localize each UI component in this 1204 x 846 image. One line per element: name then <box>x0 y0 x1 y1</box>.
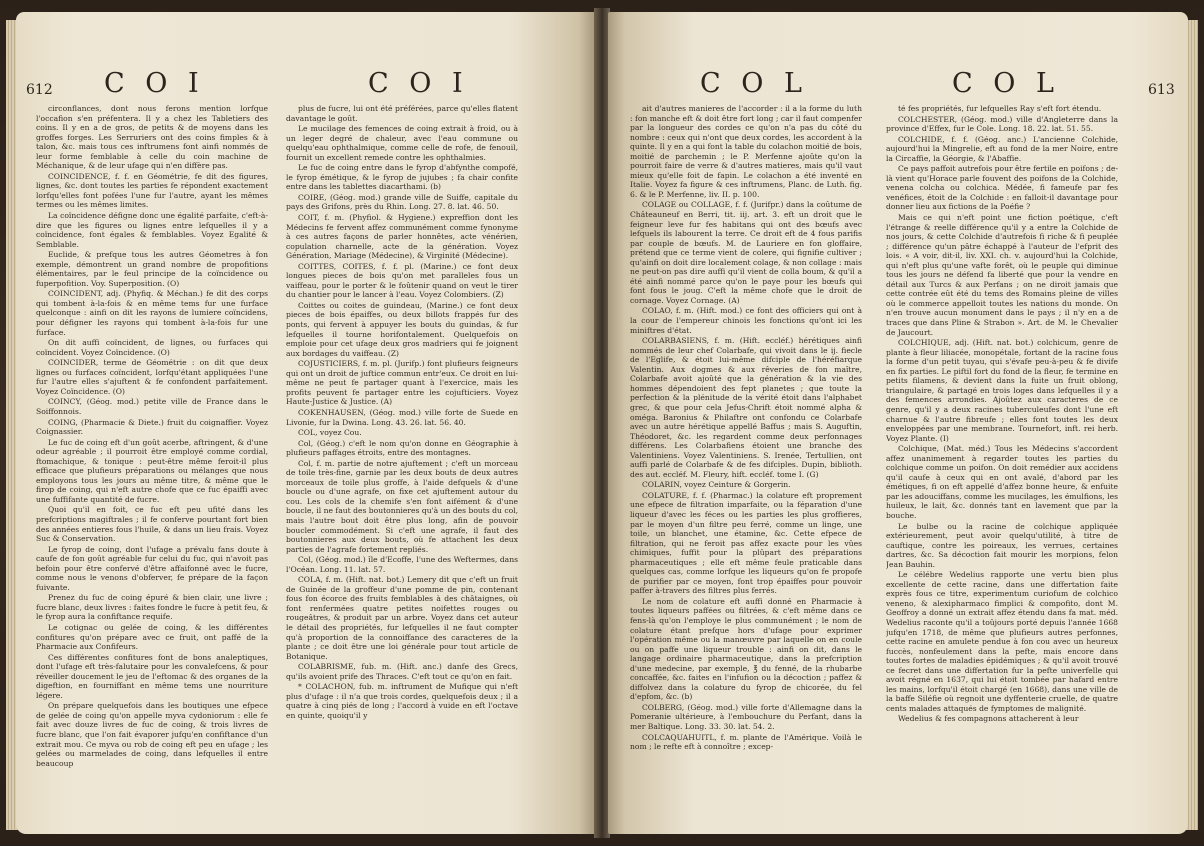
paragraph: Le célébre Wedelius rapporte une vertu bien plus excellente de cette racine, dans une differtation faite exprès fous ce titre, experimentum curiofum de colchico veneno, & alexipharmaco fimplici & compofito, dont M. Geoffroy a donné un extrait affez étendu dans fa mat. méd. Wedelius raconte qu'il a toûjours porté depuis l'année 1668 jufqu'en 1718, de même que plufieurs autres perfonnes, cette racine en amulete pendue à fon cou avec un heureux fuccès, nonfeulement dans la pefte, mais encore dans toutes fortes de maladies épidémiques ; & qu'il avoit trouvé ce fecret dans une differtation fur la pefte univerfelle qui avoit régné en 1637, qui lui étoit tombée par hafard entre les mains, lorfqu'il étoit chargé (en 1668), dans une ville de la baffe Siléfie où regnoit une dyffenterie cruelle, de quatre cents malades attaqués de fymptomes de malignité. <box>886 570 1118 713</box>
paragraph: COKENHAUSEN, (Géog. mod.) ville forte de Suede en Livonie, fur la Dwina. Long. 43. 26. lat. 56. 40. <box>286 407 518 427</box>
paragraph: COLARIN, voyez Ceinture & Gorgerin. <box>642 480 791 490</box>
paragraph: Wedelius & fes compagnons attacherent à leur <box>898 714 1079 724</box>
paragraph: COLAO, f. m. (Hift. mod.) ce font des officiers qui ont à la cour de l'empereur chinois les fonctions qu'ont ici les miniftres d'état. <box>630 306 862 335</box>
right-page-column-2 <box>886 104 1118 824</box>
paragraph: Euclide, & prefque tous les autres Géometres à fon exemple, démontrent un grand nombre de propofitions élémentaires, par le feul principe de la coïncidence ou fuperpofition. Voy. Superposition. (O) <box>36 250 268 288</box>
paragraph: Ce pays paffoit autrefois pour être fertile en poifons ; de-là vient qu'Horace parle fouvent des poifons de la Colchide, venena colcha ou colchica. Médée, fi fameufe par fes venéfices, étoit de la Colchide : en falloit-il davantage pour donner lieu aux fictions de la Poéfie ? <box>886 164 1118 212</box>
paragraph: Le nom de colature eft auffi donné en Pharmacie à toutes liqueurs paffées ou filtrées, & c'eft même dans ce fens-là qu'on l'employe le plus communément ; le nom de colature étant prefque hors d'ufage pour exprimer l'opération même ou la manœuvre par laquelle on en coule ou on paffe une liqueur trouble : ainfi on dit, dans le langage ordinaire pharmaceutique, dans la prefcription d'une medecine, par exemple, ℥ du fenné, de la rhubarbe concaffée, &c. faites en l'infufion ou la décoction ; paffez & diffolvez dans la colature du fyrop de chicorée, du fel d'epfom, &c. (b) <box>630 596 862 702</box>
paragraph: COIRE, (Géog. mod.) grande ville de Suiffe, capitale du pays des Grifons, près du Rhin. Long. 27. 8. lat. 46. 50. <box>286 192 518 212</box>
right-page <box>608 12 1188 834</box>
paragraph: COINCIDENT, adj. (Phyfiq. & Méchan.) fe dit des corps qui tombent à-la-fois & en même tems fur une furface quelconque : ainfi on dit les rayons de lumiere coïncidens, pour défigner les rayons qui tombent à-la-fois fur une furface. <box>36 289 268 337</box>
paragraph: Le bulbe ou la racine de colchique appliquée extérieurement, peut avoir quelqu'utilité, à titre de cauftique, contre les poireaux, les verrues, certaines dartres, &c. Sa décoction fait mourir les morpions, felon Jean Bauhin. <box>886 521 1118 569</box>
paragraph: COLBERG, (Géog. mod.) ville forte d'Allemagne dans la Pomeranie ultérieure, à l'embouchure du Perfant, dans la mer Baltique. Long. 33. 30. lat. 54. 2. <box>630 702 862 731</box>
paragraph: On dit auffi coïncident, de lignes, ou furfaces qui coïncident. Voyez Coïncidence. (O) <box>36 338 268 357</box>
paragraph: COLCHIDE, f. f. (Géog. anc.) L'ancienne Colchide, aujourd'hui la Mingrelie, eft au fond de la mer Noire, entre la Circaffie, la Géorgie, & l'Abaffie. <box>886 134 1118 163</box>
paragraph: On prépare quelquefois dans les boutiques une efpece de gelée de coing qu'on appelle myva cydoniorum : elle fe fait avec douze livres de fuc de coing, & trois livres de fucre blanc, que l'on fait évaporer jufqu'en confiftance d'un extrait mou. Ce myva ou rob de coing eft peu en ufage ; les gelées ou marmelades de coing, dans lefquelles il entre beaucoup <box>36 701 268 768</box>
paragraph: Quoi qu'il en foit, ce fuc eft peu ufité dans les prefcriptions magiftrales ; il fe conferve pourtant fort bien des années entieres fous l'huile, & dans un lieu frais. Voyez Suc & Conservation. <box>36 505 268 544</box>
paragraph: COLA, f. m. (Hift. nat. bot.) Lemery dit que c'eft un fruit de Guinée de la groffeur d'une pomme de pin, contenant fous fon écorce des fruits femblables à des châtaignes, où font renfermées quatre petites noifettes rouges ou rougeâtres, & produit par un arbre. Voyez dans cet auteur le détail des propriétés, fur lefquelles il ne faut compter qu'à proportion de la connoiffance des caracteres de la plante ; ce doit être une loi générale pour tout article de Botanique. <box>286 575 518 661</box>
paragraph: Col, f. m. partie de notre ajuftement ; c'eft un morceau de toile très-fine, garnie par les deux bouts de deux autres morceaux de toile plus groffe, à l'aide defquels & d'une boucle ou d'une agrafe, on fixe cet ajuftement autour du cou. Les cols de la chemife s'en font aifément & d'une boucle, il ne faut des boutonnieres qu'à un des bouts du col, mais l'autre bout doit être plus long, afin de pouvoir boucler commodément. Si c'eft une agrafe, il faut des boutonnieres aux deux bouts, où fe attachent les deux parties de l'agrafe fortement repliés. <box>286 458 518 554</box>
paragraph: ait d'autres manieres de l'accorder : il a la forme du luth : fon manche eft & doit être fort long ; car il faut compenfer par la longueur des cordes ce qu'on n'a pas du côté du nombre : ceux qui n'ont que deux cordes, les accordent à la quinte. Il y en a qui font la table du colachon moitié de bois, moitié de parchemin ; le P. Merfenne ajoûte qu'on la pourroit faire de verre & d'autres matieres, mais qu'il vaut mieux qu'elle foit de fapin. Le colachon a été inventé en Italie. Voyez fa figure & ces inftrumens, Planc. de Luth. fig. 6. & le P. Merfenne, liv. II. p. 100. <box>630 104 862 199</box>
paragraph: COLCAQUAHUITL, f. m. plante de l'Amérique. Voilà le nom ; le refte eft à connoître ; excep- <box>630 732 862 752</box>
paragraph: circonflances, dont nous ferons mention lorfque l'occafion s'en préfentera. Il y a chez les Tabletiers des coins. Il y en a de gros, de petits & de moyens dans les groffes forges. Les Serruriers ont des coins fimples & à talon, &c. mais tous ces inftrumens font ainfi nommés de leur forme femblable à celle du coin machine de Méchanique, & de leur ufage qui n'en diffère pas. <box>36 104 268 171</box>
running-head-right-2: C O L <box>952 68 1060 99</box>
paragraph: Le fyrop de coing, dont l'ufage a prévalu fans doute à caufe de fon goût agréable fur celui du fuc, qui n'avoit pas befoin pour être confervé d'être affaifonné avec le fucre, comme nous le venons d'obferver, fe prépare de la façon fuivante. <box>36 544 268 592</box>
left-page-header <box>16 66 596 100</box>
paragraph: Prenez du fuc de coing épuré & bien clair, une livre ; fucre blanc, deux livres : faites fondre le fucre à petit feu, & le fyrop aura la confiftance requife. <box>36 593 268 622</box>
paragraph: COLCHIQUE, adj. (Hift. nat. bot.) colchicum, genre de plante à fleur liliacée, monopétale, fortant de la racine fous la forme d'un petit tuyau, qui s'évafe peu-à-peu & fe divife en fix parties. Le piftil fort du fond de la fleur, fe termine en petits filamens, & devient dans la fuite un fruit oblong, triangulaire, & partagé en trois loges dans lefquelles il y a des femences arrondies. Ajoûtez aux caracteres de ce genre, qu'il y a deux racines tuberculeufes dont l'une eft charnue & l'autre fibreufe ; elles font toutes les deux enveloppées par une membrane. Tournefort, inft. rei herb. Voyez Plante. (I) <box>886 338 1118 443</box>
paragraph: COINCY, (Géog. mod.) petite ville de France dans le Soiffonnois. <box>36 397 268 416</box>
paragraph: Colchique, (Mat. méd.) Tous les Médecins s'accordent affez unanimement à regarder toutes les parties du colchique comme un poifon. On doit remédier aux accidens qu'il caufe à ceux qui en ont avalé, d'abord par les émétiques, fi on eft appellé d'affez bonne heure, & enfuite par les adouciffans, comme les mucilages, les émulfions, les huileux, le lait, &c. donnés tant en lavement que par la bouche. <box>886 444 1118 520</box>
paragraph: plus de fucre, lui ont été préférées, parce qu'elles flatent davantage le goût. <box>286 104 518 123</box>
right-page-header <box>608 66 1188 100</box>
paragraph: La coïncidence défigne donc une égalité parfaite, c'eft-à-dire que les figures ou lignes entre lefquelles il y a coïncidence, font égales & femblables. Voyez Egalité & Semblable. <box>36 211 268 249</box>
paragraph: té fes propriétés, fur lefquelles Ray s'eft fort étendu. <box>898 104 1102 113</box>
paragraph: COINCIDER, terme de Géométrie : on dit que deux lignes ou furfaces coïncident, lorfqu'étant appliquées l'une fur l'autre elles s'ajuftent & fe confondent parfaitement. Voyez Coïncidence. (O) <box>36 358 268 396</box>
paragraph: Ces différentes confitures font de bons analeptiques, dont l'ufage eft très-falutaire pour les convalefcens, & pour réveiller doucement le jeu de l'eftomac & des organes de la digeftion, en fourniffant en même tems une nourriture légere. <box>36 652 268 700</box>
paragraph: COL, voyez Cou. <box>298 428 362 438</box>
paragraph: Le fuc de coing eft d'un goût acerbe, aftringent, & d'une odeur agréable ; il pourroit être employé comme cordial, ftomachique, & tonique : peut-être même feroit-il plus efficace que plufieurs préparations ou mélanges que nous employons tous les jours au même titre, & même que le firop de coing, qui n'eft autre chofe que ce fuc épaiffi avec une fuffifante quantité de fucre. <box>36 437 268 504</box>
paragraph: COITTES, COITES, f. f. pl. (Marine.) ce font deux longues pieces de bois qu'on met paralleles fous un vaiffeau, pour le porter & le foûtenir quand on veut le tirer du chantier pour le lancer à l'eau. Voyez Colombiers. (Z) <box>286 261 518 300</box>
paragraph: Le cotignac ou gelée de coing, & les différentes confitures qu'on prépare avec ce fruit, ont paffé de la Pharmacie aux Confifeurs. <box>36 622 268 652</box>
running-head-right-1: C O L <box>700 68 808 99</box>
right-page-column-1 <box>630 104 862 824</box>
paragraph: Col, (Géog.) c'eft le nom qu'on donne en Géographie à plufieurs paffages étroits, entre des montagnes. <box>286 438 518 458</box>
paragraph: COLARBASIENS, f. m. (Hift. eccléf.) hérétiques ainfi nommés de leur chef Colarbafe, qui vivoit dans le ij. fiecle de l'Eglife, & étoit lui-même difciple de l'héréfiarque Valentin. Aux dogmes & aux rêveries de fon maître, Colarbafe avoit ajoûté que la génération & la vie des hommes dépendoient des fept planetes ; que toute la perfection & la plénitude de la vérité étoit dans l'alphabet grec, & que pour cela Jefus-Chrift étoit nommé alpha & oméga. Baronius & Philaftre ont confondu ce Colarbafe avec un autre hérétique appellé Baffus ; mais S. Auguftin, Théodoret, &c. les regardent comme deux perfonnages différens. Les Colarbafiens étoient une branche des Valentiniens. Voyez Valentiniens. S. Irenée, Tertullien, ont auffi parlé de Colarbafe & de fes difciples. Dupin, biblioth. des aut. eccléf. M. Fleury, hift. eccléf. tome I. (G) <box>630 336 862 479</box>
paragraph: COING, (Pharmacie & Diete.) fruit du coignaffier. Voyez Coignassier. <box>36 417 268 437</box>
paragraph: COLAGE ou COLLAGE, f. f. (Jurifpr.) dans la coûtume de Châteauneuf en Berri, tit. iij. art. 3. eft un droit que le feigneur leve fur fes habitans qui ont des bœufs avec lefquels ils labourent la terre. Ce droit eft de 4 fous parifis par couple de bœufs. M. de Lauriere en fon gloffaire, prétend que ce terme vient de colere, qui fignifie cultiver ; qu'ainfi on doit dire localement colage, & non collage : mais ne peut-on pas dire auffi qu'il vient de colla boum, & qu'il a été ainfi nommé parce qu'on le paye pour les bœufs qui font fous le joug. C'eft la même chofe que le droit de cornage. Voyez Cornage. (A) <box>630 200 862 305</box>
left-page-column-1 <box>36 104 268 824</box>
paragraph: COLCHESTER, (Géog. mod.) ville d'Angleterre dans la province d'Effex, fur le Cole. Long. 18. 22. lat. 51. 55. <box>886 114 1118 134</box>
left-page <box>16 12 596 834</box>
paragraph: Coittes ou coites de guindeau, (Marine.) ce font deux pieces de bois épaiffes, ou deux billots frappés fur des ponts, qui fervent à appuyer les bouts du guindas, & fur lefquelles il tourne horifontalement. Quelquefois on emploie pour cet ufage deux gros madriers qui fe joignent aux bordages du vaiffeau. (Z) <box>286 300 518 358</box>
paragraph: Mais ce qui n'eft point une fiction poétique, c'eft l'étrange & reelle différence qu'il y a entre la Colchide de nos jours, & cette Colchide d'autrefois fi riche & fi peuplée ; différence qu'un pâtre échappé à l'auteur de l'efprit des lois. « A voir, dit-il, liv. XXI. ch. v. aujourd'hui la Colchide, qui n'eft plus qu'une vafte forêt, où le peuple qui diminue tous les jours ne défend fa liberté que pour la vendre en détail aux Turcs & aux Perfans ; on ne diroit jamais que cette contrée eût été du tems des Romains pleine de villes où le commerce appelloit toutes les nations du monde. On n'en trouve aucun monument dans le pays ; il n'y en a de traces que dans Pline & Strabon ». Art. de M. le Chevalier de Jaucourt. <box>886 213 1118 337</box>
running-head-left-2: C O I <box>368 68 469 99</box>
paragraph: COJUSTICIERS, f. m. pl. (Jurifp.) font plufieurs feigneurs qui ont un droit de juftice commun entr'eux. Ce droit en lui-même ne peut fe partager quant à l'exercice, mais les profits peuvent fe partager entre les cojufticiers. Voyez Haute-Justice & Justice. (A) <box>286 359 518 407</box>
paragraph: COLATURE, f. f. (Pharmac.) la colature eft proprement une efpece de filtration imparfaite, ou la féparation d'une liqueur d'avec les féces ou les parties les plus groffieres, par le moyen d'un filtre peu ferré, comme un linge, une toile, un blanchet, une étamine, &c. Cette efpece de filtration, qui ne feroit pas affez exacte pour les vûes chimiques, fuffit pour la plûpart des préparations pharmaceutiques ; elle eft même feule praticable dans quelques cas, comme lorfque les liqueurs qu'on fe propofe de purifier par ce moyen, font trop épaiffes pour pouvoir paffer à-travers des filtres plus ferrés. <box>630 490 862 596</box>
page-number-right: 613 <box>1148 82 1175 98</box>
left-page-column-2 <box>286 104 518 824</box>
paragraph: Le mucilage des femences de coing extrait à froid, ou à un leger degré de chaleur, avec l'eau commune ou quelqu'eau ophthalmique, comme celle de rofe, de fenouil, fournit un excellent remede contre les ophthalmies. <box>286 124 518 162</box>
page-number-left: 612 <box>26 82 53 98</box>
paragraph: COIT, f. m. (Phyfiol. & Hygiene.) expreffion dont les Médecins fe fervent affez communément comme fynonyme à ces autres façons de parler honnêtes, acte vénérien, copulation charnelle, acte de la génération. Voyez Génération, Mariage (Médecine), & Virginité (Médecine). <box>286 213 518 261</box>
paragraph: COLABRISME, fub. m. (Hift. anc.) danfe des Grecs, qu'ils avoient prife des Thraces. C'eft tout ce qu'on en fait. <box>286 662 518 681</box>
paragraph: COINCIDENCE, f. f. en Géométrie, fe dit des figures, lignes, &c. dont toutes les parties fe répondent exactement lorfqu'elles font pofées l'une fur l'autre, ayant les mêmes termes ou les mêmes limites. <box>36 171 268 210</box>
paragraph: Le fuc de coing entre dans le fyrop d'abfynthe compofé, le fyrop émétique, & le fyrop de jujubes ; fa chair confite entre dans les tablettes diacarthami. (b) <box>286 163 518 192</box>
paragraph: Col, (Géog. mod.) île d'Ecoffe, l'une des Weftermes, dans l'Océan. Long. 11. lat. 57. <box>286 555 518 574</box>
running-head-left-1: C O I <box>104 68 205 99</box>
paragraph: * COLACHON, fub. m. inftrument de Mufique qui n'eft plus d'ufage : il n'a que trois cordes, quelquefois deux ; il a quatre à cinq piés de long ; l'accord à vuide en eft l'octave en quinte, quoiqu'il y <box>286 682 518 720</box>
